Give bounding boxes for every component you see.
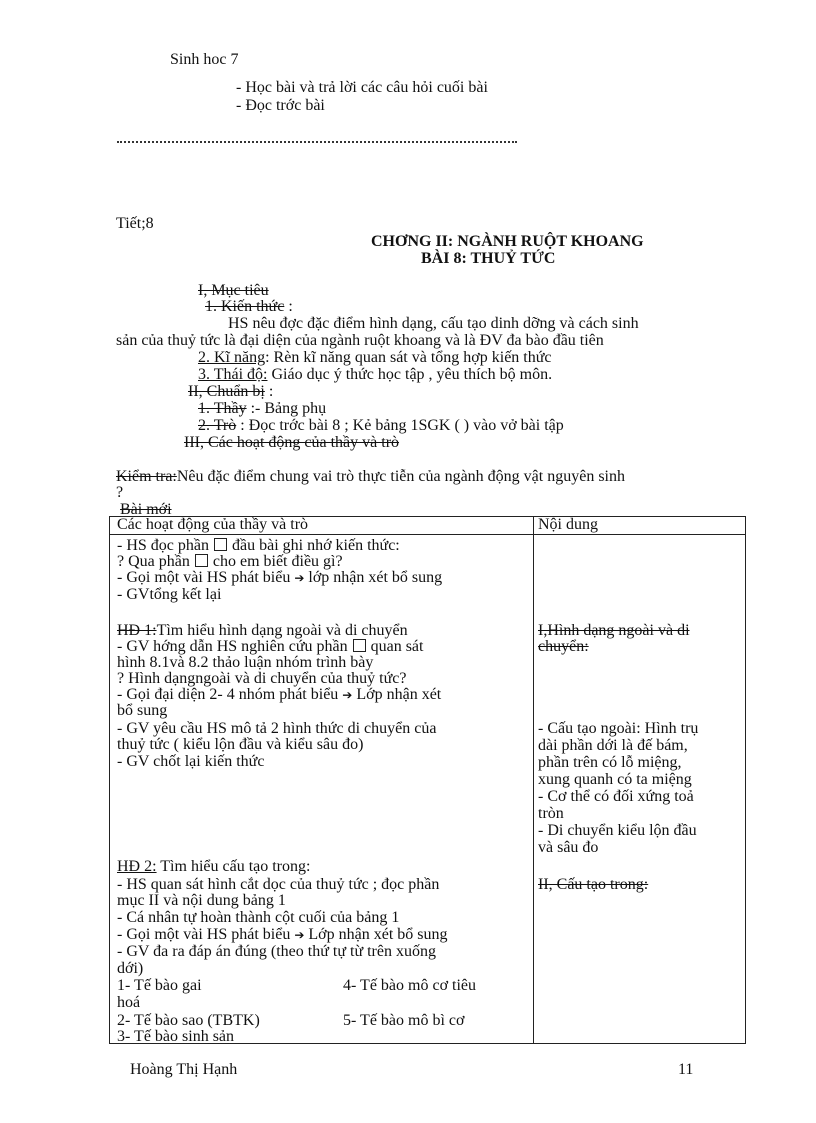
knowledge-colon: : [284, 298, 293, 315]
subject-header: Sinh hoc 7 [170, 51, 239, 68]
intro-text: cho em biết điều gì? [208, 553, 343, 570]
lesson-table [109, 516, 746, 1044]
preparation-heading-line [188, 383, 273, 400]
hd2-line-3: - Cá nhân tự hoàn thành cột cuối của bảng 1 [117, 909, 400, 926]
content1-heading-1: I,Hình dạng ngoài và di [538, 622, 690, 639]
hd1-line-4 [117, 687, 441, 703]
activities-heading: III, Các hoạt động của thầy và trò [184, 434, 400, 451]
attitude-line [198, 366, 552, 383]
hd2-line-6: dới) [117, 960, 144, 977]
hd1-text: - Gọi đại diện 2- 4 nhóm phát biểu [117, 686, 343, 703]
content1-line: - Cơ thể có đối xứng toả [538, 788, 694, 805]
hd2-line-4 [117, 927, 447, 943]
knowledge-text-2: sản của thuỷ tức là đại diện của ngành ruột khoang và là ĐV đa bào đầu tiên [116, 332, 604, 349]
skills-line [198, 349, 552, 366]
lesson-title: BÀI 8: THUỶ TỨC [421, 250, 556, 267]
content2-heading: II, Cấu tạo trong: [538, 876, 649, 893]
knowledge-label: 1. Kiến thức [205, 298, 285, 315]
hd1-text: Lớp nhận xét [352, 686, 442, 703]
hd1-title: Tìm hiểu hình dạng ngoài và di chuyển [156, 622, 408, 639]
answer-4: 4- Tế bào mô cơ tiêu [343, 977, 477, 994]
answer-1: 1- Tế bào gai [117, 977, 202, 994]
intro-line-2 [117, 554, 343, 570]
hd1-text: quan sát [366, 638, 424, 655]
arrow-right-icon: ➔ [294, 928, 305, 942]
intro-text: ? Qua phần [117, 553, 194, 570]
hd2-line-2: mục II và nội dung bảng 1 [117, 892, 286, 909]
attitude-label: 3. Thái độ: [198, 366, 268, 383]
hd1-line-2: hình 8.1và 8.2 thảo luận nhóm trình bày [117, 654, 374, 671]
content1-heading-2: chuyển: [538, 638, 589, 655]
hd1-line-8: - GV chốt lại kiến thức [117, 753, 265, 770]
intro-text: - Gọi một vài HS phát biểu [117, 569, 295, 586]
footer-author: Hoàng Thị Hạnh [130, 1061, 238, 1078]
intro-line-1 [117, 538, 400, 554]
preparation-colon: : [264, 383, 274, 400]
student-label: 2. Trò [198, 417, 237, 434]
homework-item: - Học bài và trả lời các câu hỏi cuối bài [236, 79, 488, 96]
intro-line-4: - GVtổng kết lại [117, 586, 222, 603]
col1-header: Các hoạt động của thầy và trò [117, 516, 309, 533]
student-text: : Đọc trớc bài 8 ; Kẻ bảng 1SGK ( ) vào vở bài tập [236, 417, 564, 434]
reference-box-icon [214, 538, 227, 551]
hd1-line-3: ? Hình dạngngoài và di chuyển của thuỷ tức? [117, 670, 407, 687]
hd1-line-7: thuỷ tức ( kiểu lộn đầu và kiểu sâu đo) [117, 736, 364, 753]
content1-line: và sâu đo [538, 839, 599, 856]
intro-line-3 [117, 570, 442, 586]
hd1-line-5: bổ sung [117, 702, 168, 719]
arrow-right-icon: ➔ [342, 688, 353, 702]
content1-line: - Cấu tạo ngoài: Hình trụ [538, 720, 699, 737]
objectives-heading: I, Mục tiêu [198, 282, 269, 299]
teacher-label: 1. Thầy [198, 400, 247, 417]
answer-4-cont: hoá [117, 994, 141, 1011]
intro-text: - HS đọc phần [117, 537, 213, 554]
hd1-line-6: - GV yêu cầu HS mô tả 2 hình thức di chuyển của [117, 720, 437, 737]
hd2-text: Lớp nhận xét bổ sung [304, 926, 448, 943]
knowledge-text-1: HS nêu đợc đặc điểm hình dạng, cấu tạo dinh dỡng và cách sinh [228, 315, 639, 332]
new-lesson-label: Bài mới [120, 501, 172, 518]
homework-item: - Đọc trớc bài [236, 97, 325, 114]
content1-line: - Di chuyển kiểu lộn đầu [538, 822, 697, 839]
table-column-divider [533, 517, 534, 1043]
content1-line: xung quanh có ta miệng [538, 771, 692, 788]
teacher-text: :- Bảng phụ [246, 400, 327, 417]
page-number: 11 [678, 1061, 694, 1078]
hd1-text: - GV hớng dẫn HS nghiên cứu phần [117, 638, 352, 655]
hd2-line-1: - HS quan sát hình cắt dọc của thuỷ tức ; đọc phần [117, 876, 440, 893]
chapter-title: CHƠNG II: NGÀNH RUỘT KHOANG [371, 233, 644, 250]
attitude-text: Giáo dục ý thức học tập , yêu thích bộ môn. [267, 366, 553, 383]
knowledge-line [205, 298, 293, 315]
hd2-label: HĐ 2: [117, 858, 157, 875]
period-label: Tiết;8 [116, 215, 154, 232]
hd2-text: - Gọi một vài HS phát biểu [117, 926, 295, 943]
check-label: Kiểm tra: [116, 468, 177, 485]
arrow-right-icon: ➔ [294, 571, 305, 585]
answer-2: 2- Tế bào sao (TBTK) [117, 1012, 260, 1029]
preparation-heading: II, Chuẩn bị [188, 383, 265, 400]
content1-line: tròn [538, 805, 564, 822]
check-tail: ? [116, 484, 124, 501]
col2-header: Nội dung [538, 516, 598, 533]
answer-3: 3- Tế bào sinh sản [117, 1028, 235, 1045]
skills-text: : Rèn kĩ năng quan sát và tổng hợp kiến thức [265, 349, 552, 366]
hd1-title-line [117, 623, 408, 639]
hd2-title-line [117, 859, 310, 875]
hd1-label: HĐ 1: [117, 622, 157, 639]
reference-box-icon [353, 639, 366, 652]
content1-line: phần trên có lỗ miệng, [538, 754, 682, 771]
intro-text: lớp nhận xét bổ sung [304, 569, 443, 586]
content1-line: dài phần dới là đế bám, [538, 737, 688, 754]
teacher-line [198, 400, 326, 417]
intro-text: đầu bài ghi nhớ kiến thức: [227, 537, 400, 554]
hd2-line-5: - GV đa ra đáp án đúng (theo thứ tự từ trên xuống [117, 943, 436, 960]
reference-box-icon [195, 554, 208, 567]
hd1-line-1 [117, 639, 423, 655]
student-line [198, 417, 564, 434]
dotted-separator [117, 141, 517, 143]
answer-5: 5- Tế bào mô bì cơ [343, 1012, 465, 1029]
check-line [116, 468, 625, 485]
hd2-title: Tìm hiểu cấu tạo trong: [156, 858, 311, 875]
check-text: Nêu đặc điểm chung vai trò thực tiễn của ngành động vật nguyên sinh [176, 468, 625, 485]
skills-label: 2. Kĩ năng [198, 349, 266, 366]
